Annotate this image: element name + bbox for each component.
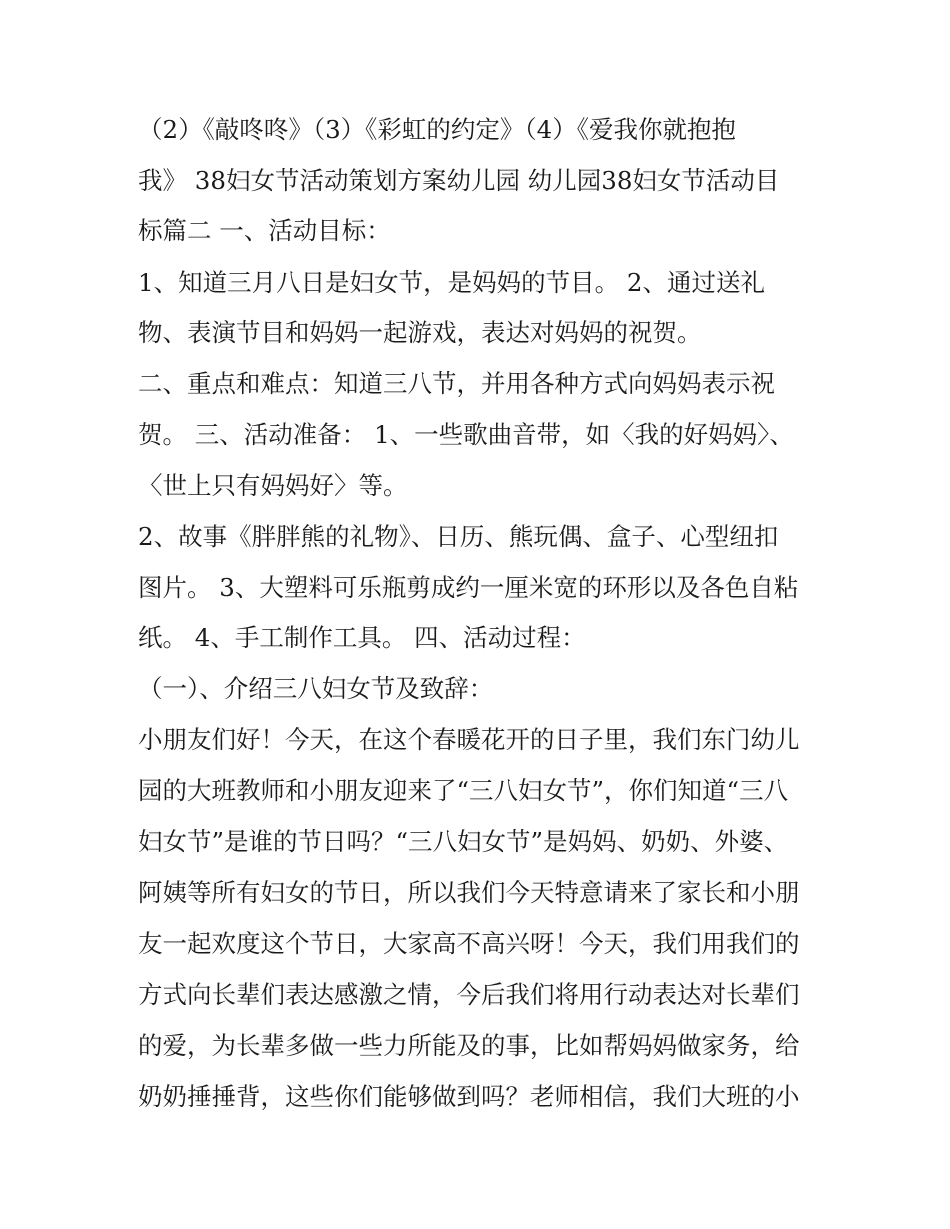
text-line-11: 纸。 4、手工制作工具。 四、活动过程： <box>138 623 586 652</box>
text-line-9: 2、故事《胖胖熊的礼物》、日历、熊玩偶、盒子、心型纽扣 <box>138 522 779 551</box>
text-line-10: 图片。 3、大塑料可乐瓶剪成约一厘米宽的环形以及各色自粘 <box>138 573 799 602</box>
text-line-14: 园的大班教师和小朋友迎来了“三八妇女节”，你们知道“三八 <box>138 776 789 805</box>
text-line-4: 1、知道三月八日是妇女节，是妈妈的节目。 2、通过送礼 <box>138 268 765 297</box>
text-line-7: 贺。 三、活动准备： 1、一些歌曲音带，如〈我的好妈妈〉、 <box>138 420 794 449</box>
text-line-6: 二、重点和难点：知道三八节，并用各种方式向妈妈表示祝 <box>138 369 775 398</box>
text-line-13: 小朋友们好！今天，在这个春暖花开的日子里，我们东门幼儿 <box>138 725 800 754</box>
text-line-12: （一）、介绍三八妇女节及致辞： <box>138 674 494 703</box>
text-line-2: 我》 38妇女节活动策划方案幼儿园 幼儿园38妇女节活动目 <box>138 166 780 195</box>
text-line-16: 阿姨等所有妇女的节日，所以我们今天特意请来了家长和小朋 <box>138 878 800 907</box>
text-line-1: （2）《敲咚咚》（3）《彩虹的约定》（4）《爱我你就抱抱 <box>138 115 737 144</box>
text-line-20: 奶奶捶捶背，这些你们能够做到吗？老师相信，我们大班的小 <box>138 1082 800 1111</box>
text-line-8: 〈世上只有妈妈好〉等。 <box>138 471 408 500</box>
text-line-18: 方式向长辈们表达感激之情，今后我们将用行动表达对长辈们 <box>138 980 800 1009</box>
text-line-15: 妇女节”是谁的节日吗？“三八妇女节”是妈妈、奶奶、外婆、 <box>138 827 789 856</box>
text-line-17: 友一起欢度这个节日，大家高不高兴呀！今天，我们用我们的 <box>138 929 800 958</box>
text-line-5: 物、表演节目和妈妈一起游戏，表达对妈妈的祝贺。 <box>138 318 702 347</box>
text-line-3: 标篇二 一、活动目标： <box>138 216 391 245</box>
text-line-19: 的爱，为长辈多做一些力所能及的事，比如帮妈妈做家务，给 <box>138 1031 800 1060</box>
